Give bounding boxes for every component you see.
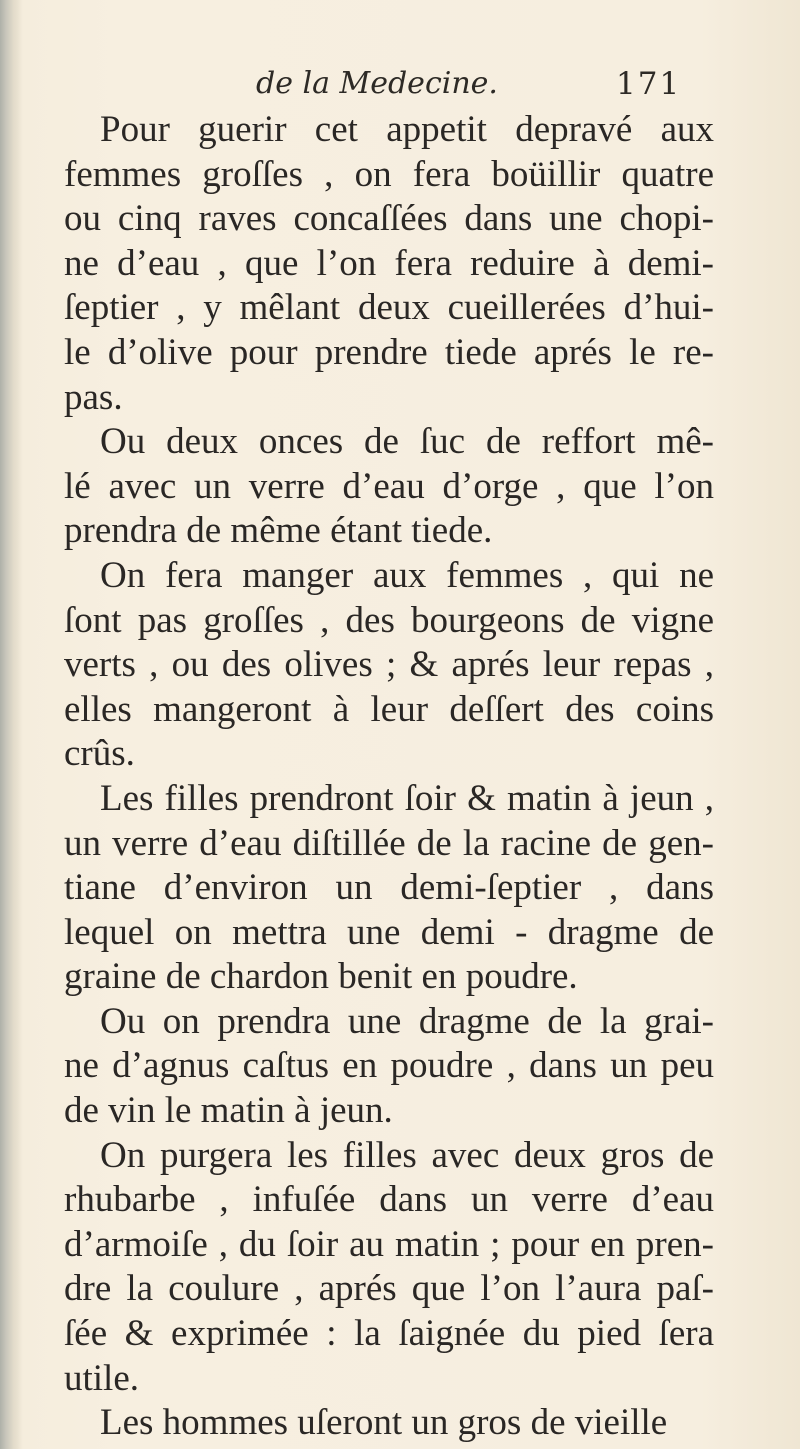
text-line: utile. (64, 1357, 140, 1399)
text-line: On fera manger aux femmes , qui ne (100, 554, 714, 596)
text-line: On purgera les filles avec deux gros de (100, 1134, 714, 1176)
text-line: Ou deux onces de ſuc de reffort mê- (100, 421, 714, 463)
text-line: Pour guerir cet appetit depravé aux (100, 109, 714, 150)
text-line: graine de chardon benit en poudre. (64, 956, 578, 998)
text-line: femmes groſſes , on fera boüillir quatre (64, 153, 714, 195)
paragraph (64, 1134, 714, 1402)
text-line: ou cinq raves concaſſées dans une chopi- (64, 198, 714, 240)
text-line: le d’olive pour prendre tiede aprés le re- (64, 331, 714, 373)
text-line: ſeptier , y mêlant deux cueillerées d’hui- (64, 287, 714, 329)
paragraph (64, 1000, 714, 1134)
running-head: de la Medecine. (256, 66, 498, 101)
paragraph (64, 777, 714, 1000)
text-line: Les hommes uſeront un gros de vieille (100, 1402, 668, 1444)
paragraph (64, 1401, 714, 1446)
paragraph (64, 108, 714, 420)
text-line: ſont pas groſſes , des bourgeons de vigne (64, 599, 714, 641)
text-line: rhubarbe , infuſée dans un verre d’eau (64, 1179, 714, 1221)
text-line: elles mangeront à leur deſſert des coins (64, 688, 714, 730)
text-line: ſée & exprimée : la ſaignée du pied ſera (64, 1313, 714, 1355)
text-line: pas. (64, 376, 123, 418)
text-line: un verre d’eau diſtillée de la racine de gen- (64, 822, 714, 864)
text-line: d’armoiſe , du ſoir au matin ; pour en pren- (64, 1223, 714, 1265)
text-line: tiane d’environ un demi-ſeptier , dans (64, 867, 714, 909)
paragraph (64, 554, 714, 777)
text-line: de vin le matin à jeun. (64, 1090, 393, 1132)
page-binding-edge (0, 0, 22, 1449)
text-line: dre la coulure , aprés que l’on l’aura paſ- (64, 1268, 714, 1310)
text-line: verts , ou des olives ; & aprés leur repas , (64, 644, 714, 686)
text-line: lequel on mettra une demi - dragme de (64, 911, 714, 953)
text-line: Ou on prendra une dragme de la grai- (100, 1000, 714, 1042)
text-line: Les filles prendront ſoir & matin à jeun , (100, 777, 714, 819)
text-line: crûs. (64, 733, 135, 775)
paragraph (64, 420, 714, 554)
text-line: prendra de même étant tiede. (64, 510, 493, 552)
text-line: ne d’eau , que l’on fera reduire à demi- (64, 242, 714, 284)
page-number: 171 (616, 66, 682, 102)
text-line: ne d’agnus caſtus en poudre , dans un peu (64, 1045, 714, 1087)
body-text (64, 108, 714, 1446)
text-line: lé avec un verre d’eau d’orge , que l’on (64, 465, 714, 507)
